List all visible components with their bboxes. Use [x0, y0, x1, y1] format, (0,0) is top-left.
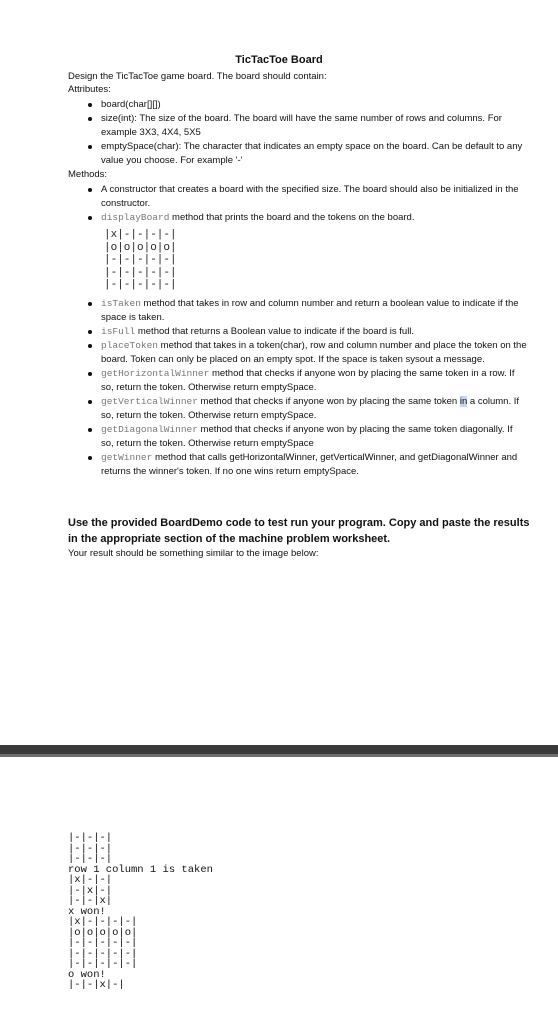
list-item: A constructor that creates a board with the specified size. The board should also be initialized in the constructor. [87, 183, 527, 211]
sample-board: |x|-|-|-|-| |o|o|o|o|o| |-|-|-|-|-| |-|-|-|-|-| |-|-|-|-|-| [104, 229, 177, 291]
console-output: |-|-|-| |-|-|-| |-|-|-| row 1 column 1 is taken |x|-|-| |-|x|-| |-|-|x| x won! |x|-|-|-|-| |o|o|o|o|o| |-|-|-|-|-| |-|-|-|-|-| |-|-|-|-|-| o won! |-|-|x|-| [68, 832, 213, 991]
result-caption: Your result should be something similar to the image below: [68, 548, 319, 559]
methods-list [87, 183, 527, 225]
window-bar [0, 745, 558, 754]
list-item: isFull method that returns a Boolean value to indicate if the board is full. [87, 325, 527, 339]
methods-list-2 [87, 297, 527, 479]
list-item: getDiagonalWinner method that checks if anyone won by placing the same token diagonally. If so, return the token. Otherwise return emptySpace [87, 423, 527, 451]
list-item: emptySpace(char): The character that indicates an empty space on the board. Can be default to any value you choose. For example '-' [87, 140, 527, 168]
list-item: isTaken method that takes in row and column number and return a boolean value to indicate if the space is taken. [87, 297, 527, 325]
highlighted-text: in [459, 396, 468, 407]
instruction-text: Use the provided BoardDemo code to test run your program. Copy and paste the results in the appropriate section of the machine problem worksheet. [68, 517, 530, 545]
list-item: size(int): The size of the board. The board will have the same number of rows and columns. For example 3X3, 4X4, 5X5 [87, 112, 527, 140]
window-bar-shadow [0, 754, 558, 757]
console-screenshot [0, 745, 558, 1009]
list-item: displayBoard method that prints the board and the tokens on the board. [87, 211, 527, 225]
page-title: TicTacToe Board [235, 54, 323, 66]
intro-text: Design the TicTacToe game board. The board should contain: [68, 71, 327, 82]
methods-label: Methods: [68, 169, 108, 180]
list-item: board(char[][]) [87, 98, 527, 112]
list-item: getWinner method that calls getHorizontalWinner, getVerticalWinner, and getDiagonalWinner and returns the winner's token. If no one wins return emptySpace. [87, 451, 527, 479]
list-item: getHorizontalWinner method that checks if anyone won by placing the same token in a row. If so, return the token. Otherwise return emptySpace. [87, 367, 527, 395]
attributes-list [87, 98, 527, 168]
list-item: placeToken method that takes in a token(char), row and column number and place the token on the board. Token can only be placed on an empty spot. If the space is taken sysout a message. [87, 339, 527, 367]
attributes-label: Attributes: [68, 84, 111, 95]
list-item: getVerticalWinner method that checks if anyone won by placing the same token in a column. If so, return the token. Otherwise return emptySpace. [87, 395, 527, 423]
